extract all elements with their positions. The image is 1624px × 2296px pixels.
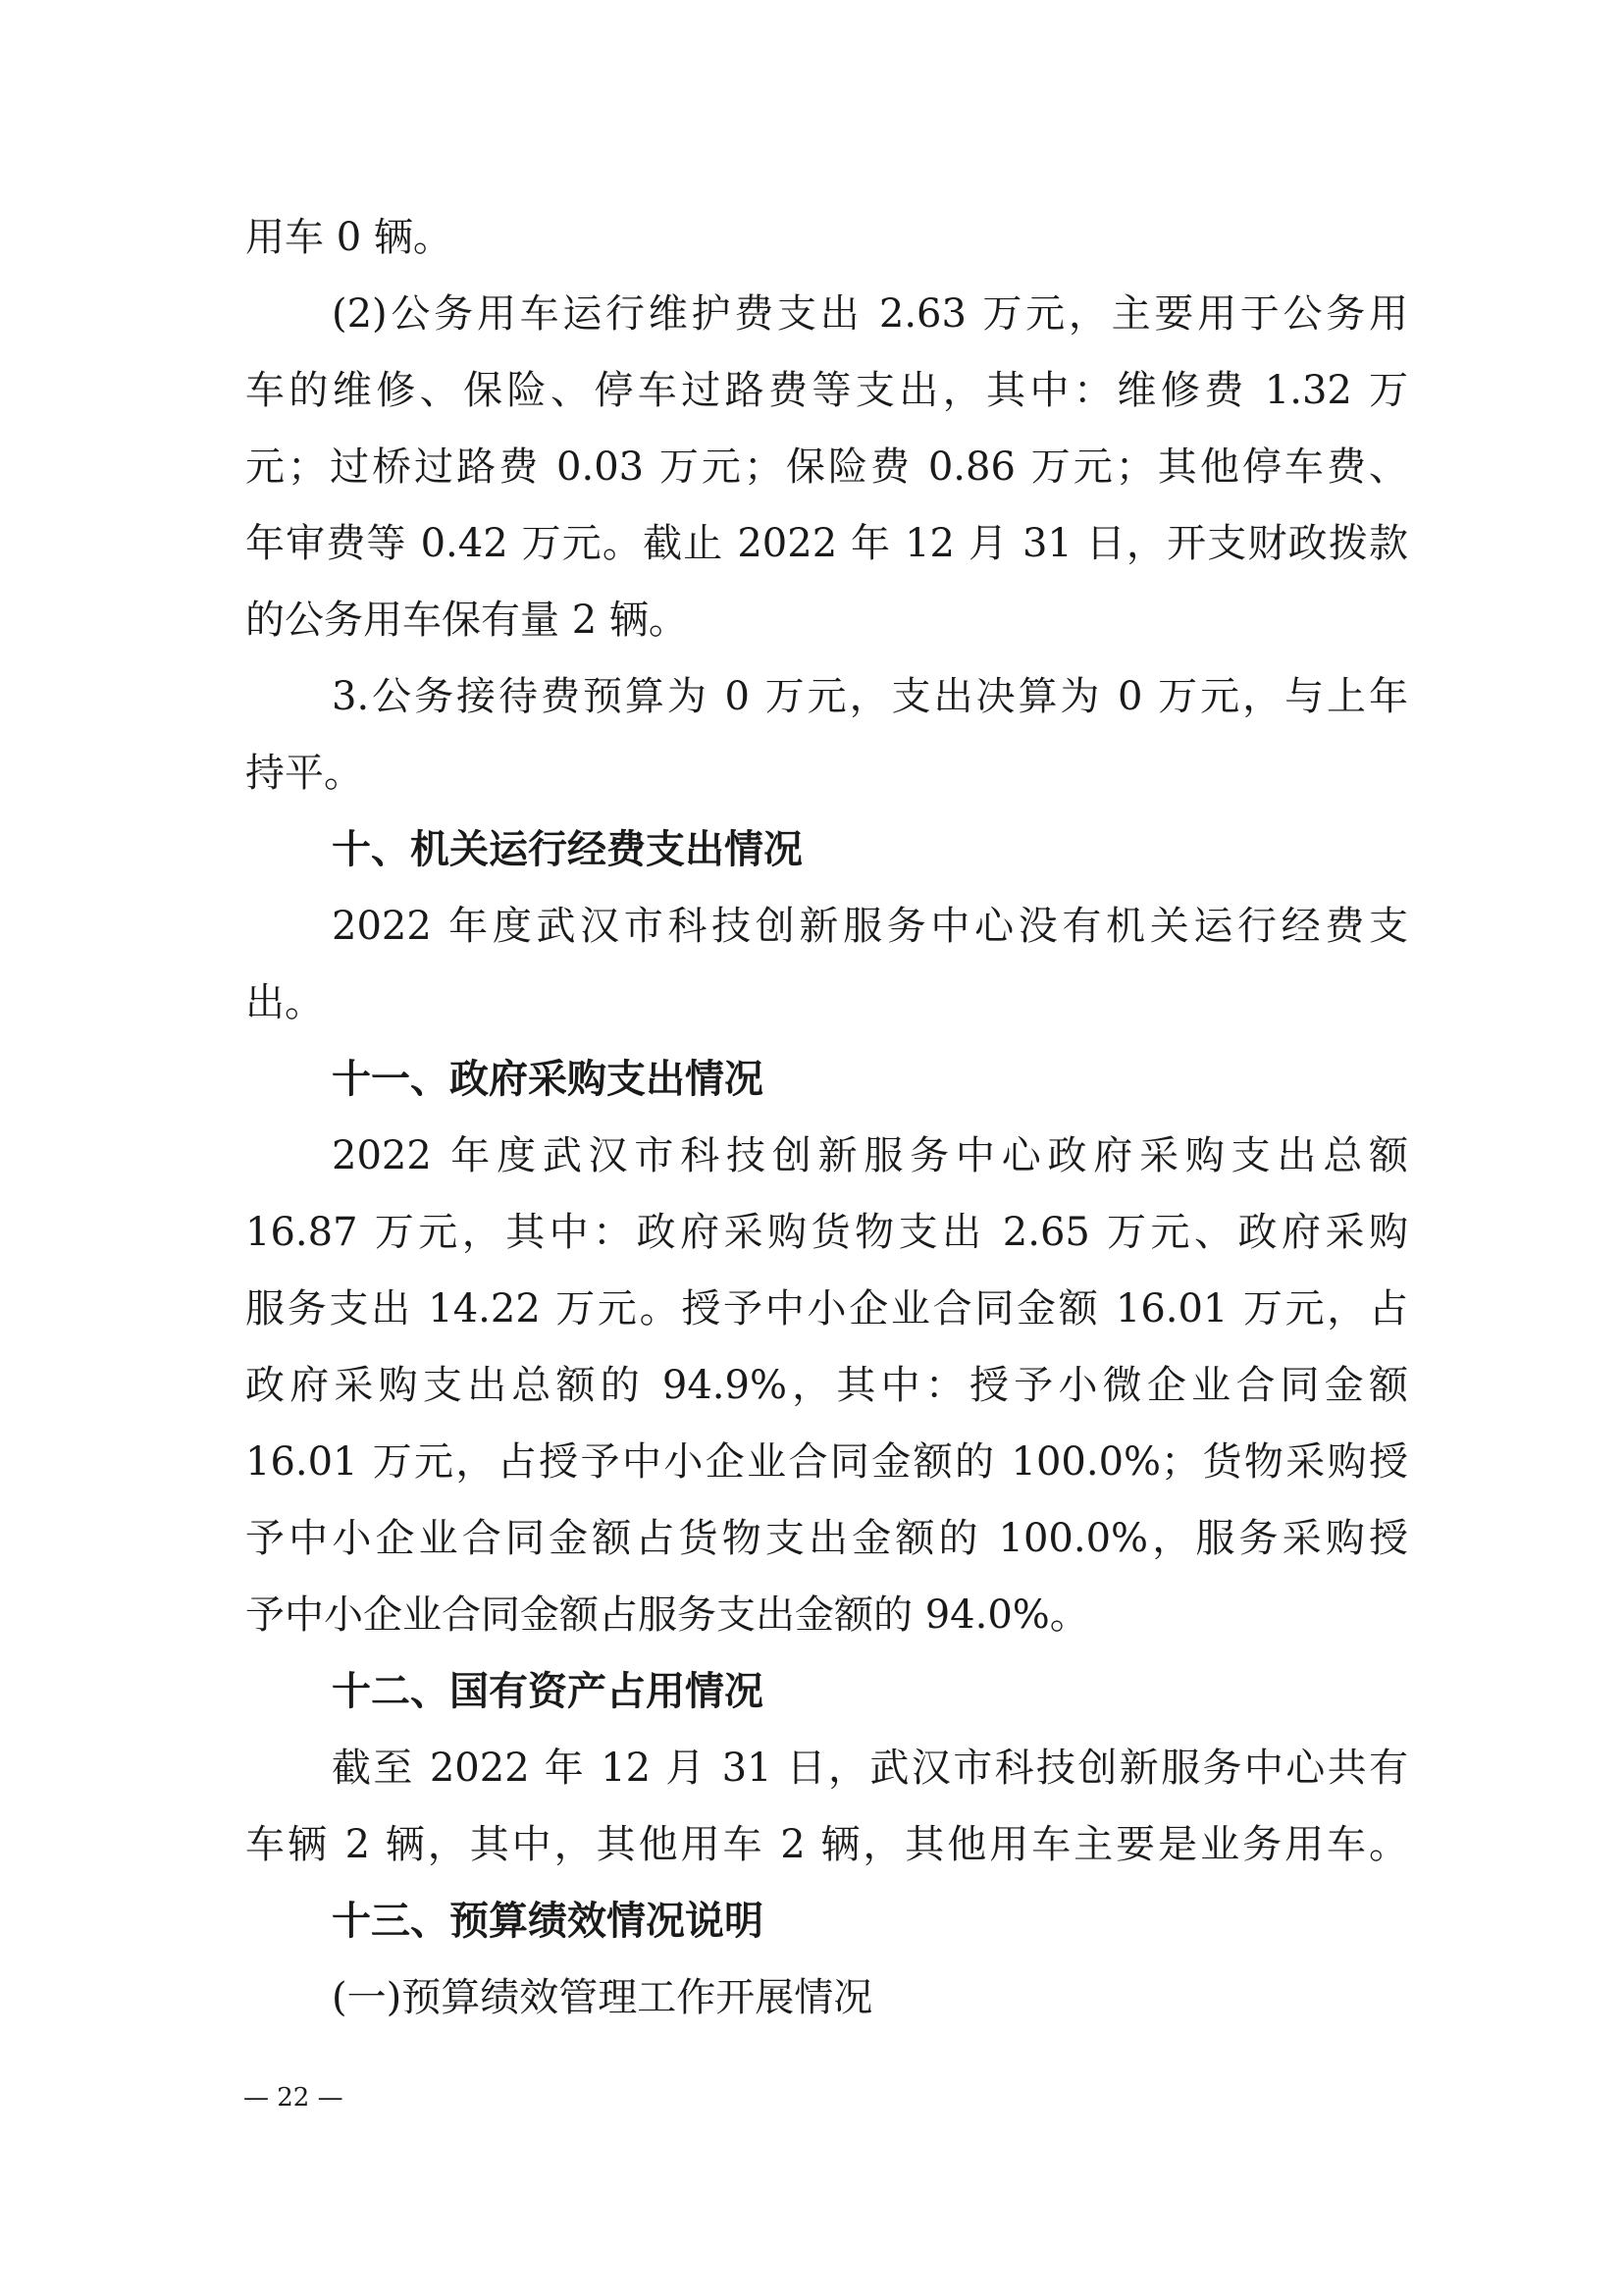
text-line: 元；过桥过路费 0.03 万元；保险费 0.86 万元；其他停车费、: [245, 444, 1408, 490]
subsection-heading: (一)预算绩效管理工作开展情况: [332, 1975, 873, 2020]
text-line: 的公务用车保有量 2 辆。: [245, 598, 688, 643]
section-heading: 十、机关运行经费支出情况: [332, 827, 803, 872]
text-line: 3.公务接待费预算为 0 万元，支出决算为 0 万元，与上年: [332, 674, 1408, 719]
text-line: 车的维修、保险、停车过路费等支出，其中：维修费 1.32 万: [245, 368, 1408, 413]
section-heading: 十二、国有资产占用情况: [332, 1669, 763, 1714]
text-line: 用车 0 辆。: [245, 215, 452, 260]
text-line: 16.01 万元，占授予中小企业合同金额的 100.0%；货物采购授: [245, 1439, 1408, 1485]
text-line: 服务支出 14.22 万元。授予中小企业合同金额 16.01 万元，占: [245, 1286, 1408, 1331]
text-line: 予中小企业合同金额占服务支出金额的 94.0%。: [245, 1592, 1089, 1638]
page-number: — 22 —: [243, 2083, 343, 2113]
text-line: 持平。: [245, 751, 363, 796]
section-heading: 十三、预算绩效情况说明: [332, 1899, 763, 1944]
text-line: 予中小企业合同金额占货物支出金额的 100.0%，服务采购授: [245, 1516, 1408, 1561]
section-heading: 十一、政府采购支出情况: [332, 1057, 763, 1102]
text-line: 2022 年度武汉市科技创新服务中心没有机关运行经费支: [332, 904, 1408, 949]
text-line: 16.87 万元，其中：政府采购货物支出 2.65 万元、政府采购: [245, 1210, 1408, 1255]
text-line: (2)公务用车运行维护费支出 2.63 万元，主要用于公务用: [332, 291, 1408, 337]
text-line: 出。: [245, 980, 324, 1025]
text-line: 政府采购支出总额的 94.9%，其中：授予小微企业合同金额: [245, 1363, 1408, 1408]
text-line: 截至 2022 年 12 月 31 日，武汉市科技创新服务中心共有: [332, 1746, 1408, 1791]
text-line: 2022 年度武汉市科技创新服务中心政府采购支出总额: [332, 1133, 1408, 1178]
text-line: 年审费等 0.42 万元。截止 2022 年 12 月 31 日，开支财政拨款: [245, 521, 1408, 566]
text-line: 车辆 2 辆，其中，其他用车 2 辆，其他用车主要是业务用车。: [245, 1822, 1408, 1867]
